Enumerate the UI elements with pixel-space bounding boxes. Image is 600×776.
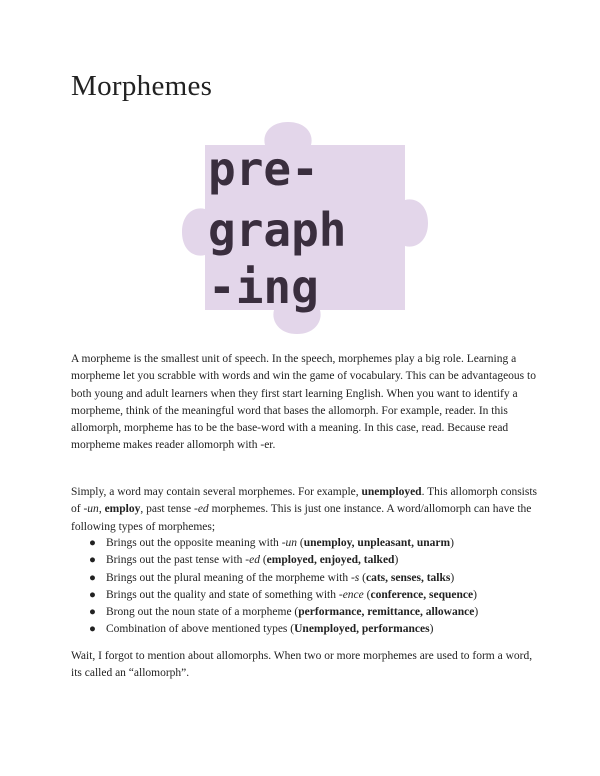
bold-examples: Unemployed, performances — [294, 623, 430, 636]
text-span: ) — [394, 554, 399, 567]
text-span: Combination of above mentioned types ( — [106, 623, 295, 636]
text-span: , — [98, 503, 105, 516]
bullet-icon: ● — [89, 554, 96, 567]
text-span: ) — [450, 571, 455, 584]
list-item — [71, 570, 541, 587]
italic-suffix: -ence — [338, 588, 364, 601]
italic-suffix: -un — [83, 503, 99, 516]
bullet-icon: ● — [89, 571, 96, 584]
bullet-icon: ● — [89, 606, 96, 619]
puzzle-piece-illustration — [170, 120, 430, 340]
list-item — [71, 604, 541, 621]
text-span: Brings out the plural meaning of the morpheme with — [106, 571, 351, 584]
bold-examples: performance, remittance, allowance — [298, 606, 475, 619]
paragraph-example — [71, 484, 541, 536]
text-span: ( — [297, 537, 304, 549]
bold-examples: conference, sequence — [370, 588, 474, 601]
italic-suffix: -s — [350, 571, 360, 584]
puzzle-line-ing: -ing — [208, 260, 319, 314]
bold-examples: unemploy, unpleasant, unarm — [303, 537, 451, 549]
bullet-icon: ● — [89, 588, 96, 601]
text-span: ) — [474, 606, 479, 619]
text-span: Brong out the noun state of a morpheme ( — [106, 606, 299, 619]
text-span: ( — [363, 588, 371, 601]
morpheme-types-list — [71, 535, 541, 639]
italic-suffix: -ed — [194, 503, 209, 516]
puzzle-piece-graphic — [170, 120, 430, 340]
bullet-icon: ● — [89, 537, 96, 549]
italic-suffix: -un — [281, 537, 298, 549]
paragraph-intro: A morpheme is the smallest unit of speech. In the speech, morphemes play a big role. Learning a morpheme let you scrabble with words and win the game of vocabulary. This can be advantageous to both young and adult learners when they first start learning English. When you want to identify a morpheme, think of the meaningful word that bases the allomorph. For example, reader. In this allomorph, morpheme has to be the base-word with a meaning. In this case, read. Because read morpheme makes reader allomorph with -er. — [71, 353, 536, 452]
bold-examples: employed, enjoyed, talked — [266, 554, 395, 567]
text-span: ) — [450, 537, 454, 549]
bold-examples: cats, senses, talks — [366, 571, 451, 584]
list-item — [71, 587, 541, 604]
text-span: Brings out the past tense with — [106, 554, 246, 567]
bold-term: employ — [104, 503, 141, 516]
text-span: ) — [473, 588, 477, 601]
puzzle-line-graph: graph — [208, 203, 347, 257]
text-span: morphemes. This is just one instance. A word/allomorph can have the following types of morphemes; — [71, 503, 532, 533]
text-span: , past tense — [140, 503, 194, 516]
bold-term: unemployed — [361, 486, 422, 498]
italic-suffix: -ed — [245, 554, 260, 567]
list-item — [71, 621, 541, 638]
text-span: ( — [259, 554, 267, 567]
paragraph-allomorph: Wait, I forgot to mention about allomorphs. When two or more morphemes are used to form a word, its called an “allomorph”. — [71, 650, 533, 680]
text-span: Brings out the quality and state of something with — [106, 588, 339, 601]
list-item — [71, 535, 541, 552]
text-span: Simply, a word may contain several morphemes. For example, — [71, 486, 362, 498]
text-span: ( — [359, 571, 366, 584]
puzzle-line-pre: pre- — [208, 142, 319, 196]
bullet-icon: ● — [89, 623, 96, 636]
page-title: Morphemes — [71, 70, 213, 102]
list-item — [71, 552, 541, 569]
text-span: . This allomorph consists of — [71, 486, 538, 516]
text-span: ) — [429, 623, 434, 636]
text-span: Brings out the opposite meaning with — [106, 537, 282, 549]
